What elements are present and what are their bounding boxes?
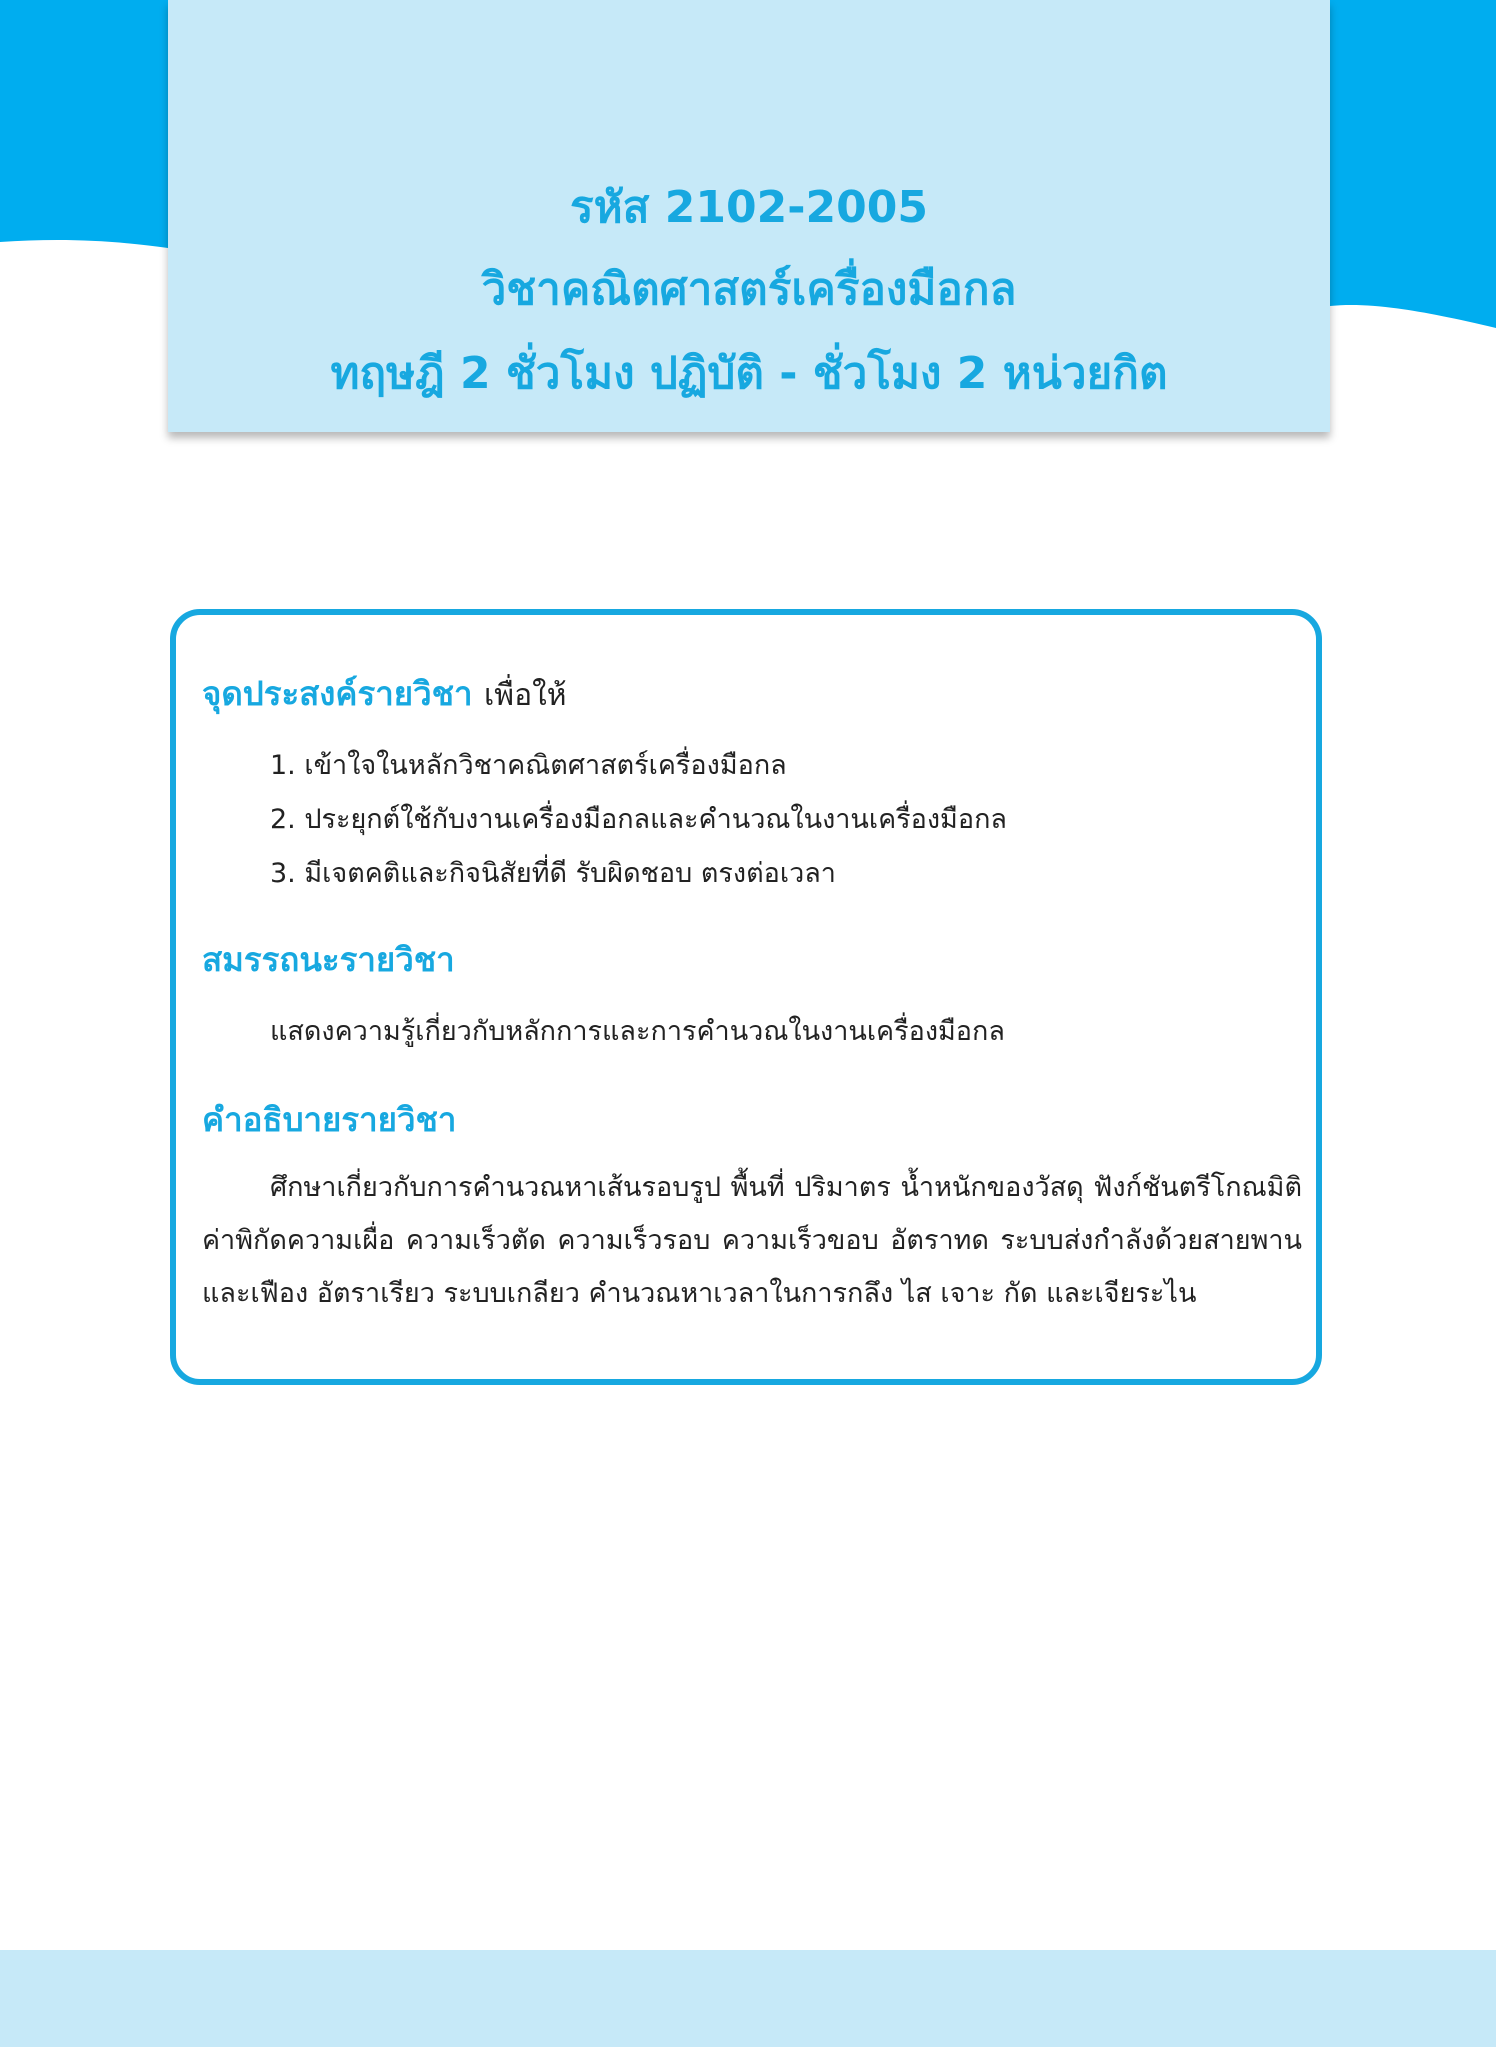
competency-text: แสดงความรู้เกี่ยวกับหลักการและการคำนวณในงานเครื่องมือกล — [270, 1016, 1005, 1047]
objective-item-3: 3. มีเจตคติและกิจนิสัยที่ดี รับผิดชอบ ตรงต่อเวลา — [270, 858, 836, 889]
objective-item-2: 2. ประยุกต์ใช้กับงานเครื่องมือกลและคำนวณในงานเครื่องมือกล — [270, 804, 1007, 835]
course-title-card — [168, 0, 1330, 432]
objective-item-1: 1. เข้าใจในหลักวิชาคณิตศาสตร์เครื่องมือกล — [270, 750, 787, 781]
course-name: วิชาคณิตศาสตร์เครื่องมือกล — [481, 264, 1017, 315]
objectives-heading-label: จุดประสงค์รายวิชา — [202, 674, 473, 713]
course-info-box — [170, 609, 1322, 1385]
course-code: รหัส 2102-2005 — [570, 182, 928, 233]
objectives-heading — [202, 669, 567, 721]
course-hours-credits: ทฤษฎี 2 ชั่วโมง ปฏิบัติ - ชั่วโมง 2 หน่วยกิต — [330, 348, 1168, 399]
objectives-heading-suffix: เพื่อให้ — [484, 678, 567, 713]
description-heading: คำอธิบายรายวิชา — [202, 1100, 457, 1139]
competency-heading: สมรรถนะรายวิชา — [202, 940, 455, 979]
description-text: ศึกษาเกี่ยวกับการคำนวณหาเส้นรอบรูป พื้นที่ ปริมาตร น้ำหนักของวัสดุ ฟังก์ชันตรีโกณมิติ ค่าพิกัดความเผื่อ ความเร็วตัด ความเร็วรอบ ความเร็วขอบ อัตราทด ระบบส่งกำลังด้วยสายพานและเฟือง อัตราเรียว ระบบเกลียว คำนวณหาเวลาในการกลึง ไส เจาะ กัด และเจียระไน — [202, 1172, 1302, 1309]
footer-band — [0, 1950, 1496, 2047]
